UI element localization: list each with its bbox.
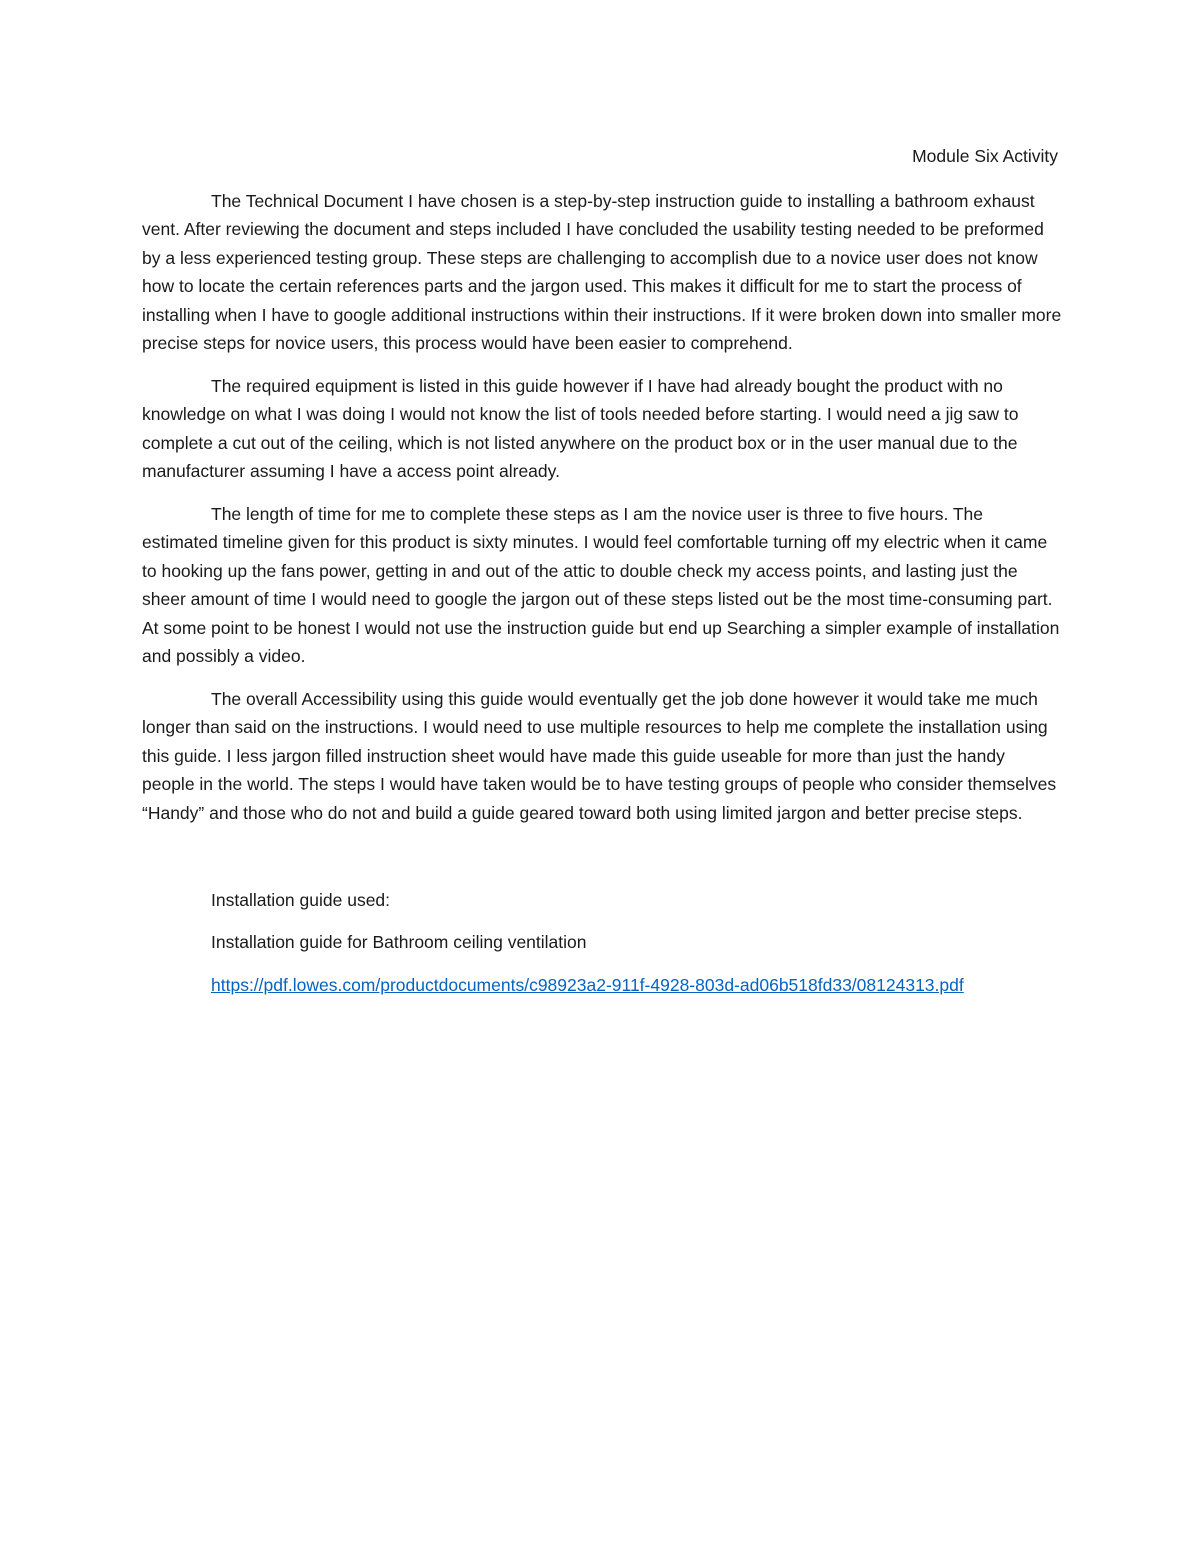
paragraph-1: The Technical Document I have chosen is a step-by-step instruction guide to installing a bathroom exhaust vent. After reviewing the document and steps included I have concluded the usability testing needed to be preformed by a less experienced testing group. These steps are challenging to accomplish due to a novice user does not know how to locate the certain references parts and the jargon used. This makes it difficult for me to start the process of installing when I have to google additional instructions within their instructions. If it were broken down into smaller more precise steps for novice users, this process would have been easier to comprehend.	[142, 191, 1062, 354]
paragraph-4: The overall Accessibility using this guide would eventually get the job done however it would take me much longer than said on the instructions. I would need to use multiple resources to help me complete the installation using this guide. I less jargon filled instruction sheet would have made this guide useable for more than just the handy people in the world. The steps I would have taken would be to have testing groups of people who consider themselves “Handy” and those who do not and build a guide geared toward both using limited jargon and better precise steps.	[142, 689, 1057, 823]
document-header: Module Six Activity	[912, 146, 1058, 166]
paragraph-3: The length of time for me to complete these steps as I am the novice user is three to five hours. The estimated timeline given for this product is sixty minutes. I would feel comfortable turning off my electric when it came to hooking up the fans power, getting in and out of the attic to double check my access points, and lasting just the sheer amount of time I would need to google the jargon out of these steps listed out be the most time-consuming part. At some point to be honest I would not use the instruction guide but end up Searching a simpler example of installation and possibly a video.	[142, 504, 1060, 667]
paragraph-2: The required equipment is listed in this guide however if I have had already bought the product with no knowledge on what I was doing I would not know the list of tools needed before starting. I would need a jig saw to complete a cut out of the ceiling, which is not listed anywhere on the product box or in the user manual due to the manufacturer assuming I have a access point already.	[142, 375, 1019, 482]
reference-link[interactable]: https://pdf.lowes.com/productdocuments/c98923a2-911f-4928-803d-ad06b518fd33/08124313.pdf	[211, 975, 964, 996]
reference-title: Installation guide for Bathroom ceiling ventilation	[211, 932, 587, 953]
reference-label: Installation guide used:	[211, 889, 391, 910]
reference-url-line	[142, 971, 1062, 999]
spacer	[142, 842, 1062, 886]
document-body	[142, 187, 1062, 1014]
